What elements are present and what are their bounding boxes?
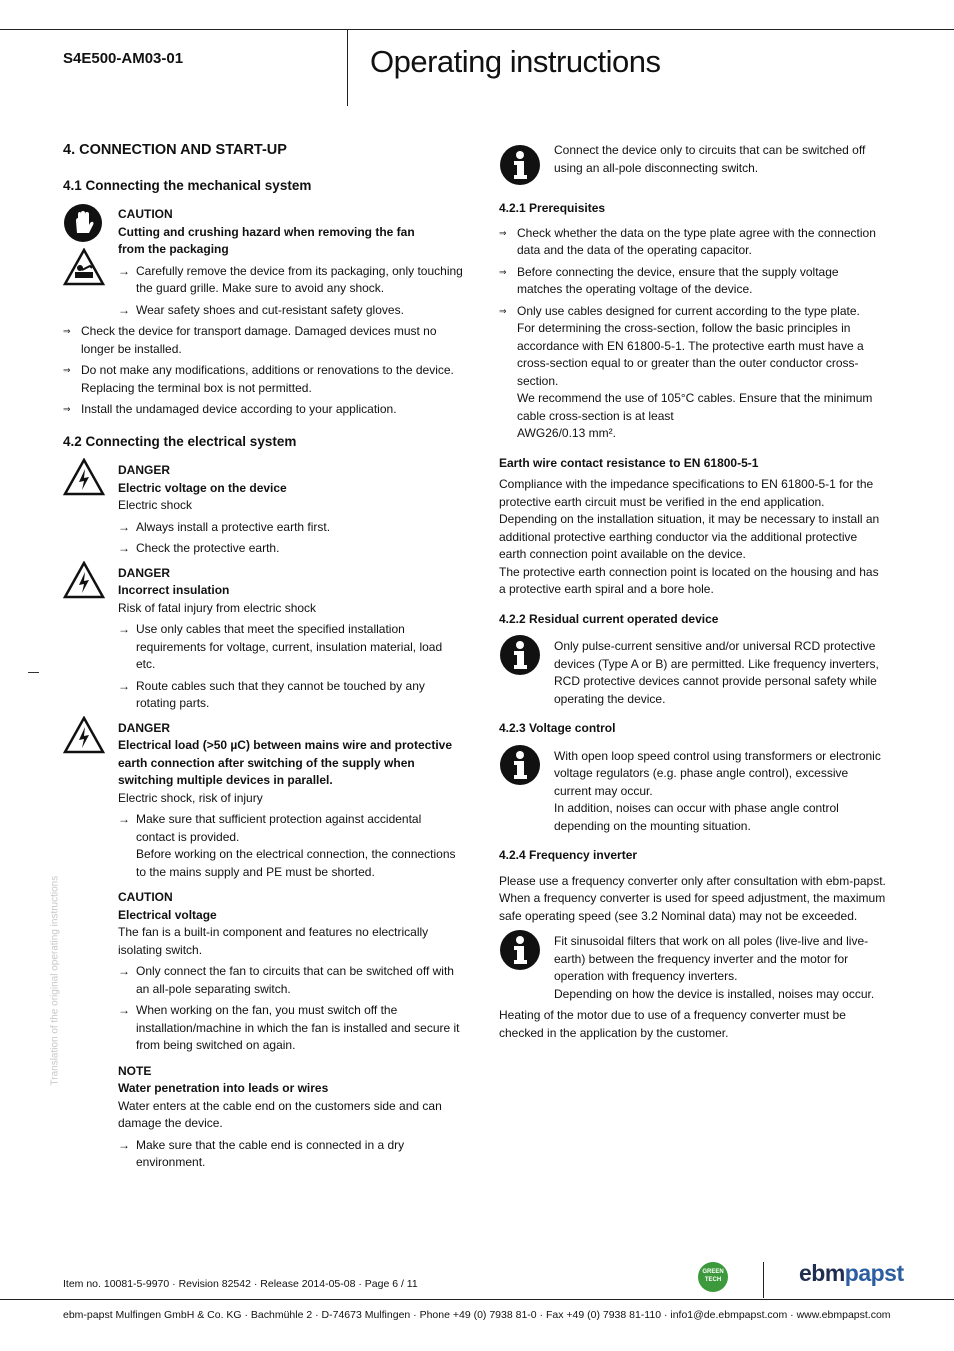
electric-hazard-icon — [63, 458, 105, 502]
page-title: Operating instructions — [370, 44, 661, 79]
model-number: S4E500-AM03-01 — [63, 50, 184, 67]
footer-company-line: ebm-papst Mulfingen GmbH & Co. KG · Bachmühle 2 · D-74673 Mulfingen · Phone +49 (0) 7938 81-0 · Fax +49 (0) 7938 81-110 · info1@de.ebmpapst.com · www.ebmpapst.com — [63, 1309, 891, 1321]
danger-subtitle: Electrical load (>50 µC) between mains wire and protective earth connection after switching of the supply when switching multiple devices in parallel. — [118, 738, 453, 787]
note-label: NOTE — [118, 1063, 152, 1078]
danger-label: DANGER — [118, 565, 171, 580]
info-text: Connect the device only to circuits that can be switched off using an all-pole disconnecting switch. — [554, 143, 866, 175]
info-frequency — [499, 933, 887, 1003]
volt-title: 4.2.3 Voltage control — [499, 721, 616, 735]
caution-mechanical — [63, 206, 463, 319]
danger-step: → Use only cables that meet the specified installation requirements for voltage, current, insulation material, load etc. — [118, 621, 463, 674]
elec-title: 4.2 Connecting the electrical system — [63, 433, 297, 449]
earth-paragraph: Compliance with the impedance specifications to EN 61800-5-1 for the protective earth circuit must be verified in the end application. — [499, 477, 874, 509]
info-all-pole — [499, 142, 887, 188]
caution-label: CAUTION — [118, 890, 173, 904]
danger-subtitle: Electric voltage on the device — [118, 480, 287, 495]
danger-step-text: → Make sure that sufficient protection against accidental contact is provided. — [136, 812, 422, 844]
earth-title: Earth wire contact resistance to EN 61800-5-1 — [499, 455, 759, 470]
section-title: 4. CONNECTION AND START-UP — [63, 142, 287, 158]
danger-insulation — [63, 565, 463, 713]
note-subtitle: Water penetration into leads or wires — [118, 1081, 329, 1095]
electric-hazard-icon — [63, 716, 105, 760]
electric-hazard-icon — [63, 561, 105, 605]
danger-text: Risk of fatal injury from electric shock — [118, 600, 317, 615]
header-divider — [347, 29, 348, 106]
glove-icon — [63, 203, 103, 249]
prereq-line: For determining the cross-section, follow the basic principles in accordance with EN 61800-5-1. The protective earth must have a cross-section equal to or greater than the outer conductor cross-section. — [517, 321, 864, 388]
danger-step: → Always install a protective earth first. — [118, 519, 463, 537]
danger-text: Electric shock — [118, 498, 193, 512]
caution-step: → Only connect the fan to circuits that can be switched off with an all-pole separating switch. — [118, 963, 463, 998]
ebmpapst-logo — [799, 1260, 904, 1287]
danger-label: DANGER — [118, 720, 171, 735]
footer-rule — [0, 1299, 954, 1300]
caution-text: The fan is a built-in component and features no electrically isolating switch. — [118, 925, 429, 957]
prereq-title: 4.2.1 Prerequisites — [499, 201, 606, 215]
danger-voltage — [63, 462, 463, 558]
crush-hazard-icon — [63, 248, 105, 292]
footer-item-line: Item no. 10081-5-9970 · Revision 82542 · Release 2014-05-08 · Page 6 / 11 — [63, 1278, 418, 1290]
info-icon — [499, 144, 541, 192]
mech-title: 4.1 Connecting the mechanical system — [63, 177, 312, 193]
danger-step: → Check the protective earth. — [118, 540, 463, 558]
info-icon — [499, 634, 541, 682]
rcd-title: 4.2.2 Residual current operated device — [499, 611, 719, 626]
margin-tick — [28, 672, 39, 673]
prereq-line: AWG26/0.13 mm². — [517, 426, 616, 440]
caution-electrical — [63, 889, 463, 1055]
note-step: → Make sure that the cable end is connected in a dry environment. — [118, 1137, 463, 1172]
badge-line: GREEN — [702, 1269, 724, 1275]
caution-step: → Wear safety shoes and cut-resistant safety gloves. — [118, 302, 463, 320]
prereq-bullet: ⇒ Before connecting the device, ensure that the supply voltage matches the operating voltage of the device. — [499, 264, 887, 299]
info-text: Fit sinusoidal filters that work on all poles (live-live and live-earth) between the frequency inverter and the motor for operation with frequency inverters. — [554, 934, 869, 983]
info-text: Only pulse-current sensitive and/or universal RCD protective devices (Type A or B) are permitted. Like frequency inverters, RCD protective devices cannot provide personal safety while operating the device. — [554, 639, 879, 706]
info-text: Depending on how the device is installed, noises may occur. — [554, 986, 875, 1001]
danger-step: → Route cables such that they cannot be touched by any rotating parts. — [118, 678, 463, 713]
prereq-bullet: ⇒ Check whether the data on the type plate agree with the connection data and the data of the operating capacitor. — [499, 225, 887, 260]
mech-bullet: ⇒ Check the device for transport damage. Damaged devices must no longer be installed. — [63, 323, 463, 358]
info-rcd — [499, 638, 887, 708]
side-note: Translation of the original operating instructions — [49, 875, 61, 1086]
left-column — [63, 142, 463, 1172]
danger-electrical-load — [63, 720, 463, 882]
green-tech-badge — [698, 1262, 728, 1292]
note-text: Water enters at the cable end on the customers side and can damage the device. — [118, 1098, 442, 1130]
mech-bullet: ⇒ Install the undamaged device according to your application. — [63, 401, 463, 419]
logo-divider — [763, 1262, 764, 1298]
info-icon — [499, 929, 541, 977]
prereq-bullet — [499, 303, 887, 443]
prereq-line: ⇒ Only use cables designed for current according to the type plate. — [517, 303, 860, 318]
freq-paragraph: Please use a frequency converter only after consultation with ebm-papst. When a frequency converter is used for speed adjustment, the maximum safe operating speed (see 3.2 Nominal data) may not be exceeded. — [499, 873, 886, 923]
earth-paragraph: Depending on the installation situation, it may be necessary to install an additional protective earthing conductor via the additional protective earth connection point available on the device. — [499, 512, 880, 561]
freq-title: 4.2.4 Frequency inverter — [499, 848, 638, 862]
info-text: In addition, noises can occur with phase angle control depending on the mounting situation. — [554, 801, 839, 833]
badge-line: TECH — [704, 1277, 722, 1283]
caution-step: → Carefully remove the device from its packaging, only touching the guard grille. Make sure to avoid any shock. — [118, 263, 463, 298]
danger-text: Electric shock, risk of injury — [118, 790, 263, 805]
logo-papst: papst — [844, 1260, 904, 1286]
top-rule — [0, 29, 954, 30]
caution-step: → When working on the fan, you must switch off the installation/machine in which the fan is installed and secure it from being switched on again. — [118, 1002, 463, 1055]
danger-step-text: Before working on the electrical connection, the connections to the mains supply and PE must be shorted. — [136, 847, 456, 879]
danger-subtitle: Incorrect insulation — [118, 583, 230, 597]
danger-step — [118, 811, 463, 881]
info-voltage — [499, 748, 887, 836]
info-text: With open loop speed control using transformers or electronic voltage regulators (e.g. phase angle control), excessive current may occur. — [554, 748, 881, 798]
info-icon — [499, 744, 541, 792]
caution-subtitle: Electrical voltage — [118, 907, 217, 922]
right-column — [499, 142, 887, 1042]
caution-label: CAUTION — [118, 207, 173, 221]
caution-subtitle: Cutting and crushing hazard when removing the fan from the packaging — [118, 224, 415, 256]
note-water — [63, 1063, 463, 1172]
logo-ebm: ebm — [799, 1260, 845, 1286]
danger-label: DANGER — [118, 463, 171, 477]
mech-bullet: ⇒ Do not make any modifications, additions or renovations to the device. Replacing the terminal box is not permitted. — [63, 362, 463, 397]
prereq-line: We recommend the use of 105°C cables. Ensure that the minimum cable cross-section is at least — [517, 391, 873, 423]
earth-paragraph: The protective earth connection point is located on the housing and has a protective earth spiral and a bore hole. — [499, 564, 879, 596]
freq-paragraph: Heating of the motor due to use of a frequency converter must be checked in the application by the customer. — [499, 1008, 846, 1040]
